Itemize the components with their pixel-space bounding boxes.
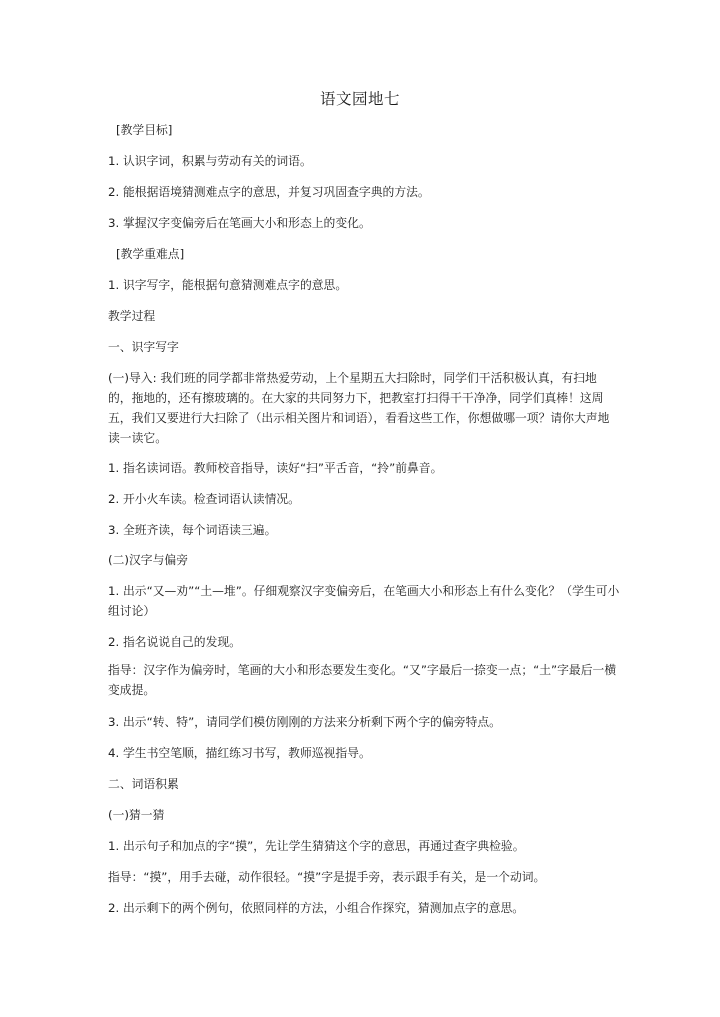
section-heading-process: 教学过程	[108, 309, 156, 323]
paragraph: 2. 能根据语境猜测难点字的意思，并复习巩固查字典的方法。	[108, 185, 430, 199]
paragraph: 4. 学生书空笔顺，描红练习书写，教师巡视指导。	[108, 746, 371, 760]
subsection-heading-guess: (一)猜一猜	[108, 808, 165, 822]
document-title: 语文园地七	[319, 90, 400, 108]
paragraph: 1. 识字写字，能根据句意猜测难点字的意思。	[108, 278, 348, 292]
section-heading-key-points: [教学重难点]	[116, 247, 185, 261]
paragraph: 3. 出示“转、特”，请同学们模仿刚刚的方法来分析剩下两个字的偏旁特点。	[108, 715, 501, 729]
paragraph: 3. 全班齐读，每个词语读三遍。	[108, 523, 277, 537]
paragraph: 2. 出示剩下的两个例句，依照同样的方法，小组合作探究，猜测加点字的意思。	[108, 901, 525, 915]
section-heading-literacy: 一、识字写字	[108, 340, 179, 354]
paragraph: 2. 开小火车读。检查词语认读情况。	[108, 492, 300, 506]
paragraph-intro: (一)导入: 我们班的同学都非常热爱劳动，上个星期五大扫除时，同学们干活积极认真，有扫地的，拖地的，还有擦玻璃的。在大家的共同努力下，把教室打扫得干干净净，同学们真棒！这周五，我们又要进行大扫除了（出示相关图片和词语），看看这些工作，你想做哪一项？请你大声地读一读它。	[108, 371, 610, 445]
subsection-heading-radicals: (二)汉字与偏旁	[108, 553, 188, 567]
paragraph: 1. 出示“又—劝”“土—堆”。仔细观察汉字变偏旁后，在笔画大小和形态上有什么变化？（学生可小组讨论）	[108, 584, 620, 618]
paragraph: 3. 掌握汉字变偏旁后在笔画大小和形态上的变化。	[108, 216, 371, 230]
paragraph-guidance: 指导：汉字作为偏旁时，笔画的大小和形态要发生变化。“又”字最后一捺变一点；“土”字最后一横变成提。	[108, 663, 617, 697]
paragraph: 2. 指名说说自己的发现。	[108, 635, 241, 649]
paragraph-guidance: 指导：“摸”，用手去碰，动作很轻。“摸”字是提手旁，表示跟手有关，是一个动词。	[108, 870, 546, 884]
section-heading-objectives: [教学目标]	[116, 123, 173, 137]
paragraph: 1. 指名读词语。教师校音指导，读好“扫”平舌音，“拎”前鼻音。	[108, 461, 443, 475]
section-heading-vocabulary: 二、词语积累	[108, 777, 179, 791]
paragraph: 1. 认识字词，积累与劳动有关的词语。	[108, 154, 312, 168]
paragraph: 1. 出示句子和加点的字“摸”，先让学生猜猜这个字的意思，再通过查字典检验。	[108, 839, 525, 853]
